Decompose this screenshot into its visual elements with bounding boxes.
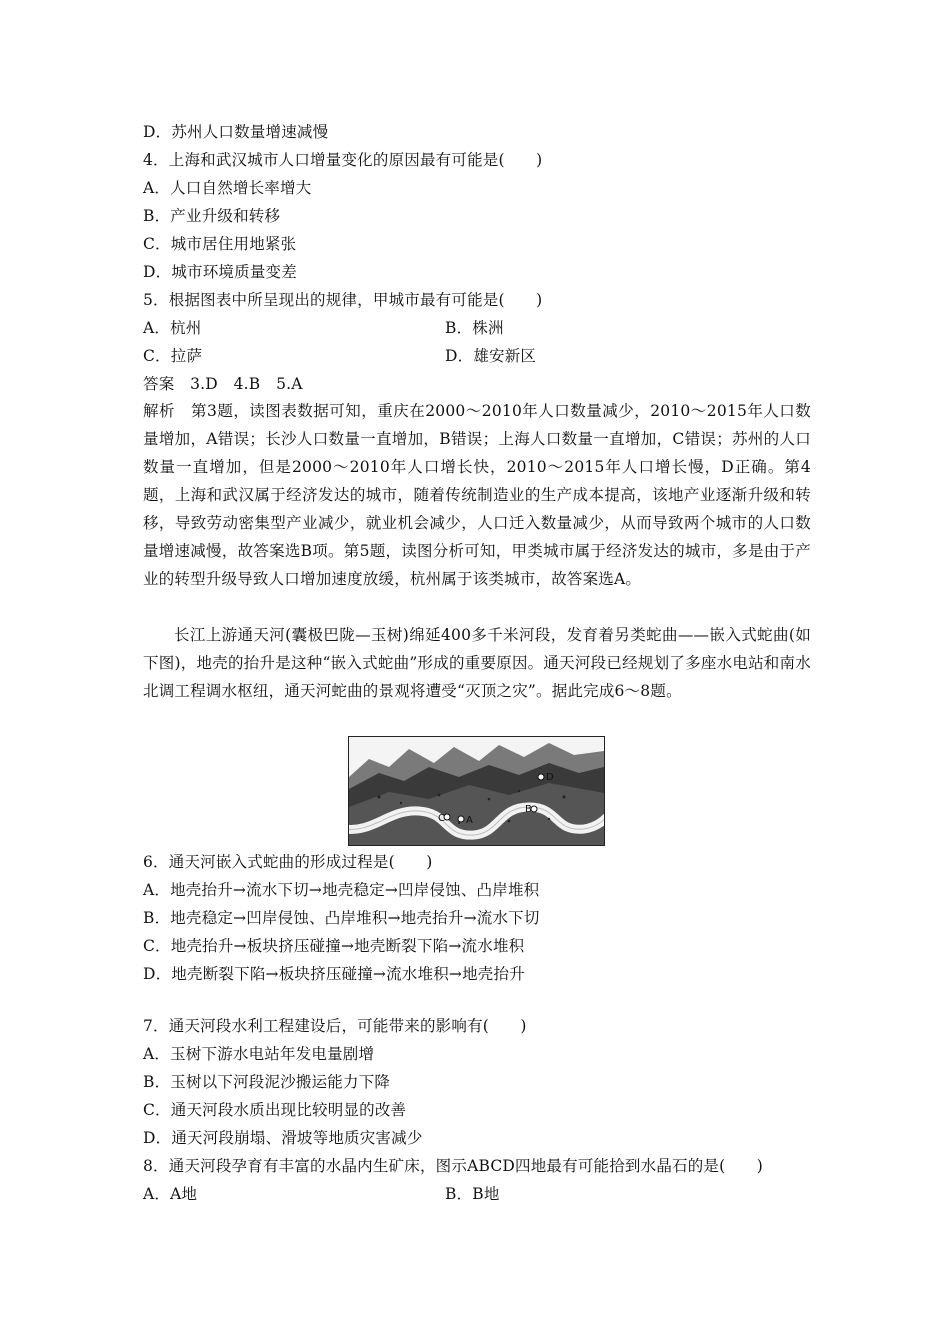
q3-option-d: D．苏州人口数量增速减慢 [143, 123, 329, 141]
figure-label-b: B [525, 804, 532, 815]
passage-paragraph: 长江上游通天河(囊极巴陇—玉树)绵延400多千米河段，发育着另类蛇曲——嵌入式蛇曲(如下图)，地壳的抬升是这种“嵌入式蛇曲”形成的重要原因。通天河段已经规划了多座水电站和南水北调工程调水枢纽，通天河蛇曲的景观将遭受“灭顶之灾”。据此完成6～8题。 [143, 626, 811, 700]
q6-option-c: C．地壳抬升→板块挤压碰撞→地壳断裂下陷→流水堆积 [143, 937, 525, 955]
q5-option-c: C．拉萨 [143, 347, 203, 365]
q5-stem: 5．根据图表中所呈现出的规律，甲城市最有可能是( ) [143, 291, 543, 309]
figure-label-d: D [546, 772, 554, 783]
q7-option-d: D．通天河段崩塌、滑坡等地质灾害减少 [143, 1129, 423, 1147]
q4-option-c: C．城市居住用地紧张 [143, 235, 297, 253]
q8-option-a: A．A地 [143, 1185, 198, 1203]
q6-option-a: A．地壳抬升→流水下切→地壳稳定→凹岸侵蚀、凸岸堆积 [143, 881, 540, 899]
figure-label-a: A [466, 815, 473, 826]
q5-option-a: A．杭州 [143, 319, 202, 337]
q7-option-a: A．玉树下游水电站年发电量剧增 [143, 1045, 375, 1063]
q7-option-c: C．通天河段水质出现比较明显的改善 [143, 1101, 407, 1119]
figure-label-c: C [438, 813, 445, 824]
q8-stem: 8．通天河段孕育有丰富的水晶内生矿床，图示ABCD四地最有可能拾到水晶石的是( ) [143, 1157, 764, 1175]
q4-option-a: A．人口自然增长率增大 [143, 179, 312, 197]
q5-option-b: B．株洲 [445, 319, 504, 337]
q6-option-b: B．地壳稳定→凹岸侵蚀、凸岸堆积→地壳抬升→流水下切 [143, 909, 540, 927]
analysis-paragraph: 解析 第3题，读图表数据可知，重庆在2000～2010年人口数量减少，2010～2015年人口数量增加，A错误；长沙人口数量一直增加，B错误；上海人口数量一直增加，C错误；苏州的人口数量一直增加，但是2000～2010年人口增长快，2010～2015年人口增长慢，D正确。第4题，上海和武汉属于经济发达的城市，随着传统制造业的生产成本提高，该地产业逐渐升级和转移，导致劳动密集型产业减少，就业机会减少，人口迁入数量减少，从而导致两个城市的人口数量增速减慢，故答案选B项。第5题，读图分析可知，甲类城市属于经济发达的城市，多是由于产业的转型升级导致人口增加速度放缓，杭州属于该类城市，故答案选A。 [143, 402, 811, 588]
answer-line: 答案 3.D 4.B 5.A [143, 375, 303, 393]
meander-figure [348, 736, 605, 846]
q4-stem: 4．上海和武汉城市人口增量变化的原因最有可能是( ) [143, 151, 543, 169]
q5-option-d: D．雄安新区 [445, 347, 537, 365]
q7-stem: 7．通天河段水利工程建设后，可能带来的影响有( ) [143, 1017, 527, 1035]
q7-option-b: B．玉树以下河段泥沙搬运能力下降 [143, 1073, 391, 1091]
q6-stem: 6．通天河嵌入式蛇曲的形成过程是( ) [143, 853, 433, 871]
q4-option-d: D．城市环境质量变差 [143, 263, 297, 281]
q6-option-d: D．地壳断裂下陷→板块挤压碰撞→流水堆积→地壳抬升 [143, 965, 525, 983]
q8-option-b: B．B地 [445, 1185, 500, 1203]
meander-illustration [349, 737, 604, 845]
q4-option-b: B．产业升级和转移 [143, 207, 281, 225]
